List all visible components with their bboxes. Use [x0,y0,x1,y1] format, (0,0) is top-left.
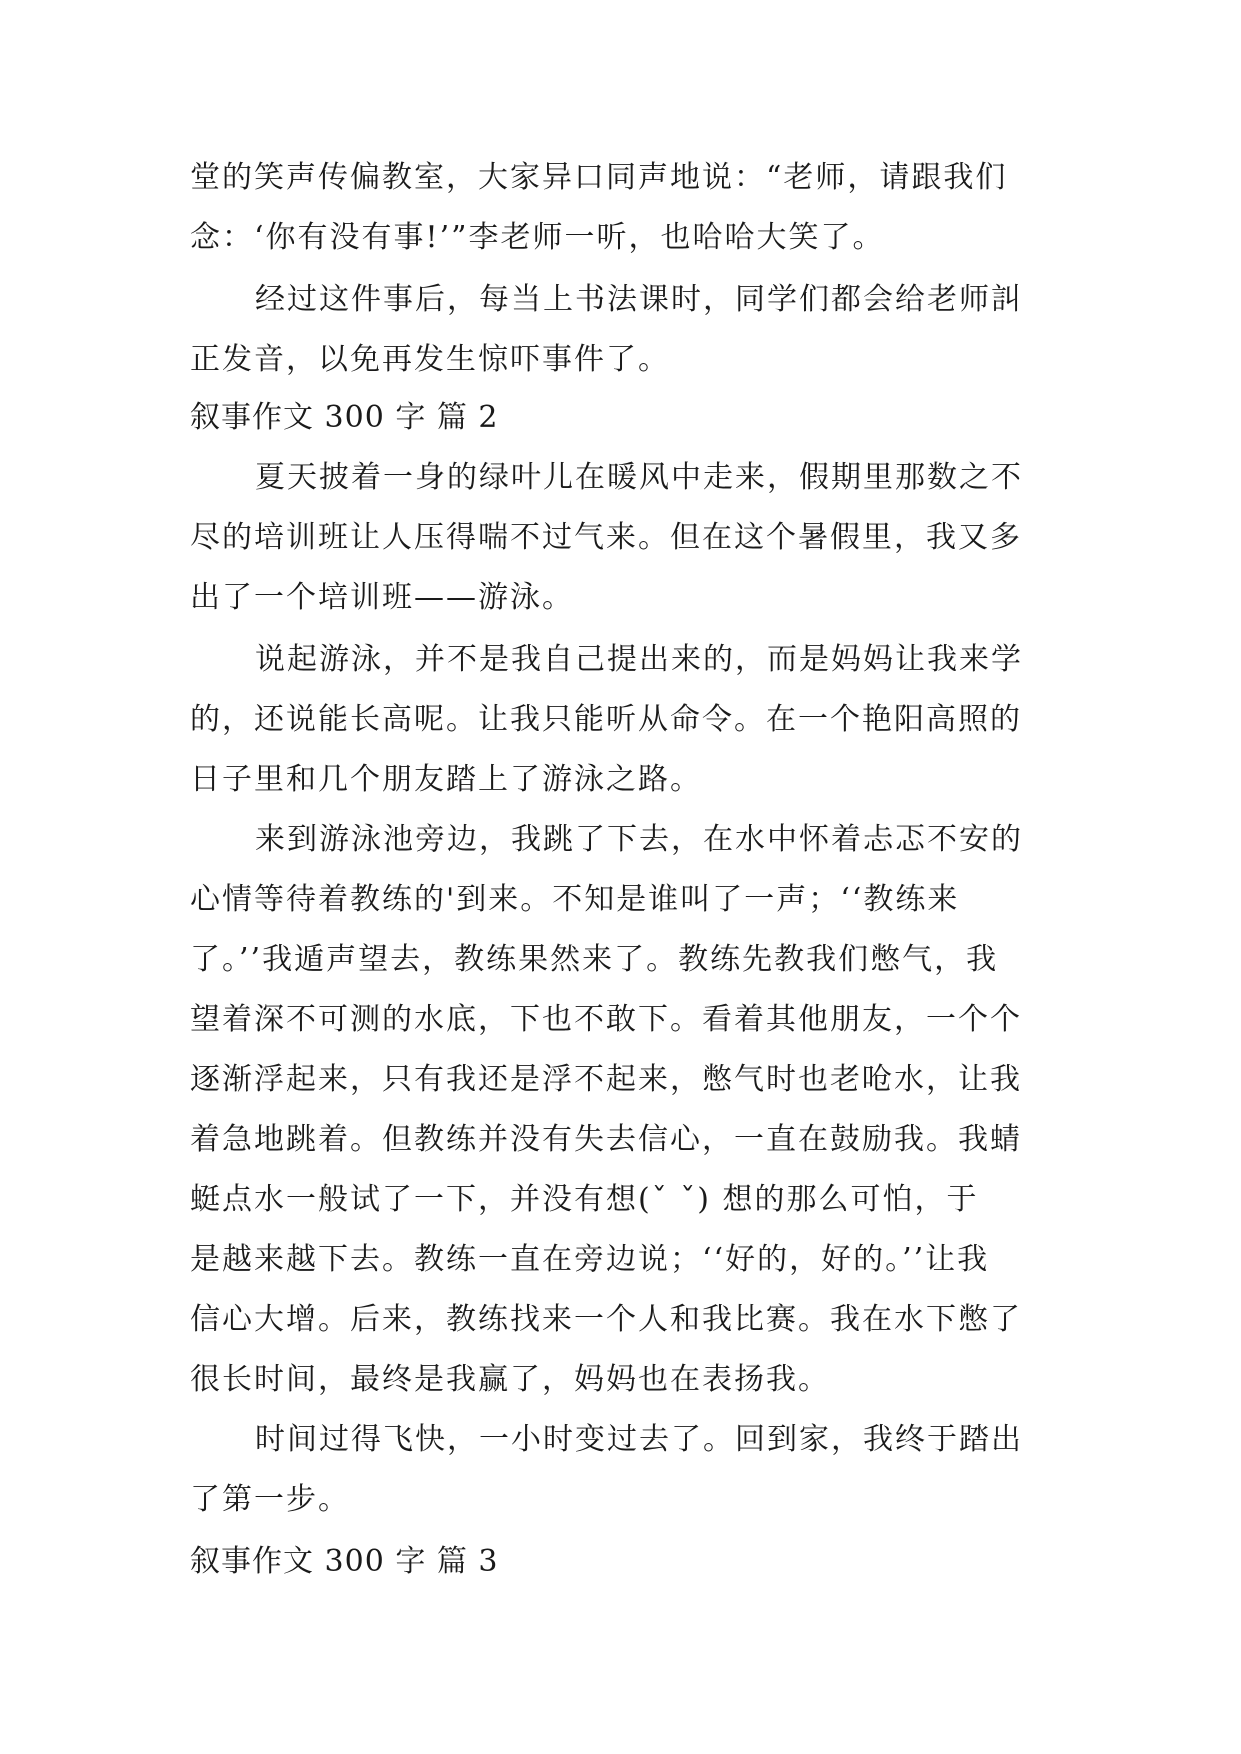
paragraph-line: 念：‘你有没有事!’”李老师一听，也哈哈大笑了。 [190,220,885,255]
section-heading: 叙事作文 300 字 篇 2 [190,400,499,435]
paragraph-line: 说起游泳，并不是我自己提出来的，而是妈妈让我来学 [255,642,1023,677]
paragraph-line: 正发音，以免再发生惊吓事件了。 [190,342,670,377]
paragraph-line: 尽的培训班让人压得喘不过气来。但在这个暑假里，我又多 [190,520,1022,555]
paragraph-line: 日子里和几个朋友踏上了游泳之路。 [190,762,702,797]
paragraph-line: 心情等待着教练的'到来。不知是谁叫了一声；‘‘教练来 [190,882,960,917]
paragraph-line: 出了一个培训班——游泳。 [190,580,574,615]
paragraph-line: 了。’’我遁声望去，教练果然来了。教练先教我们憋气，我 [190,942,999,977]
paragraph-line: 望着深不可测的水底，下也不敢下。看着其他朋友，一个个 [190,1002,1022,1037]
paragraph-line: 蜓点水一般试了一下，并没有想(ˇ ˇ) 想的那么可怕，于 [190,1182,979,1217]
paragraph-line: 很长时间，最终是我赢了，妈妈也在表扬我。 [190,1362,830,1397]
paragraph-line: 夏天披着一身的绿叶儿在暖风中走来，假期里那数之不 [255,460,1023,495]
paragraph-line: 经过这件事后，每当上书法课时，同学们都会给老师訆 [255,282,1023,317]
paragraph-line: 来到游泳池旁边，我跳了下去，在水中怀着忐忑不安的 [255,822,1023,857]
paragraph-line: 着急地跳着。但教练并没有失去信心，一直在鼓励我。我蜻 [190,1122,1022,1157]
paragraph-line: 了第一步。 [190,1482,350,1517]
paragraph-line: 时间过得飞快，一小时变过去了。回到家，我终于踏出 [255,1422,1023,1457]
paragraph-line: 堂的笑声传偏教室，大家异口同声地说：“老师，请跟我们 [190,160,1008,195]
paragraph-line: 是越来越下去。教练一直在旁边说；‘‘好的，好的。’’让我 [190,1242,990,1277]
section-heading: 叙事作文 300 字 篇 3 [190,1544,499,1579]
paragraph-line: 信心大增。后来，教练找来一个人和我比赛。我在水下憋了 [190,1302,1022,1337]
paragraph-line: 的，还说能长高呢。让我只能听从命令。在一个艳阳高照的 [190,702,1022,737]
paragraph-line: 逐渐浮起来，只有我还是浮不起来，憋气时也老呛水，让我 [190,1062,1022,1097]
